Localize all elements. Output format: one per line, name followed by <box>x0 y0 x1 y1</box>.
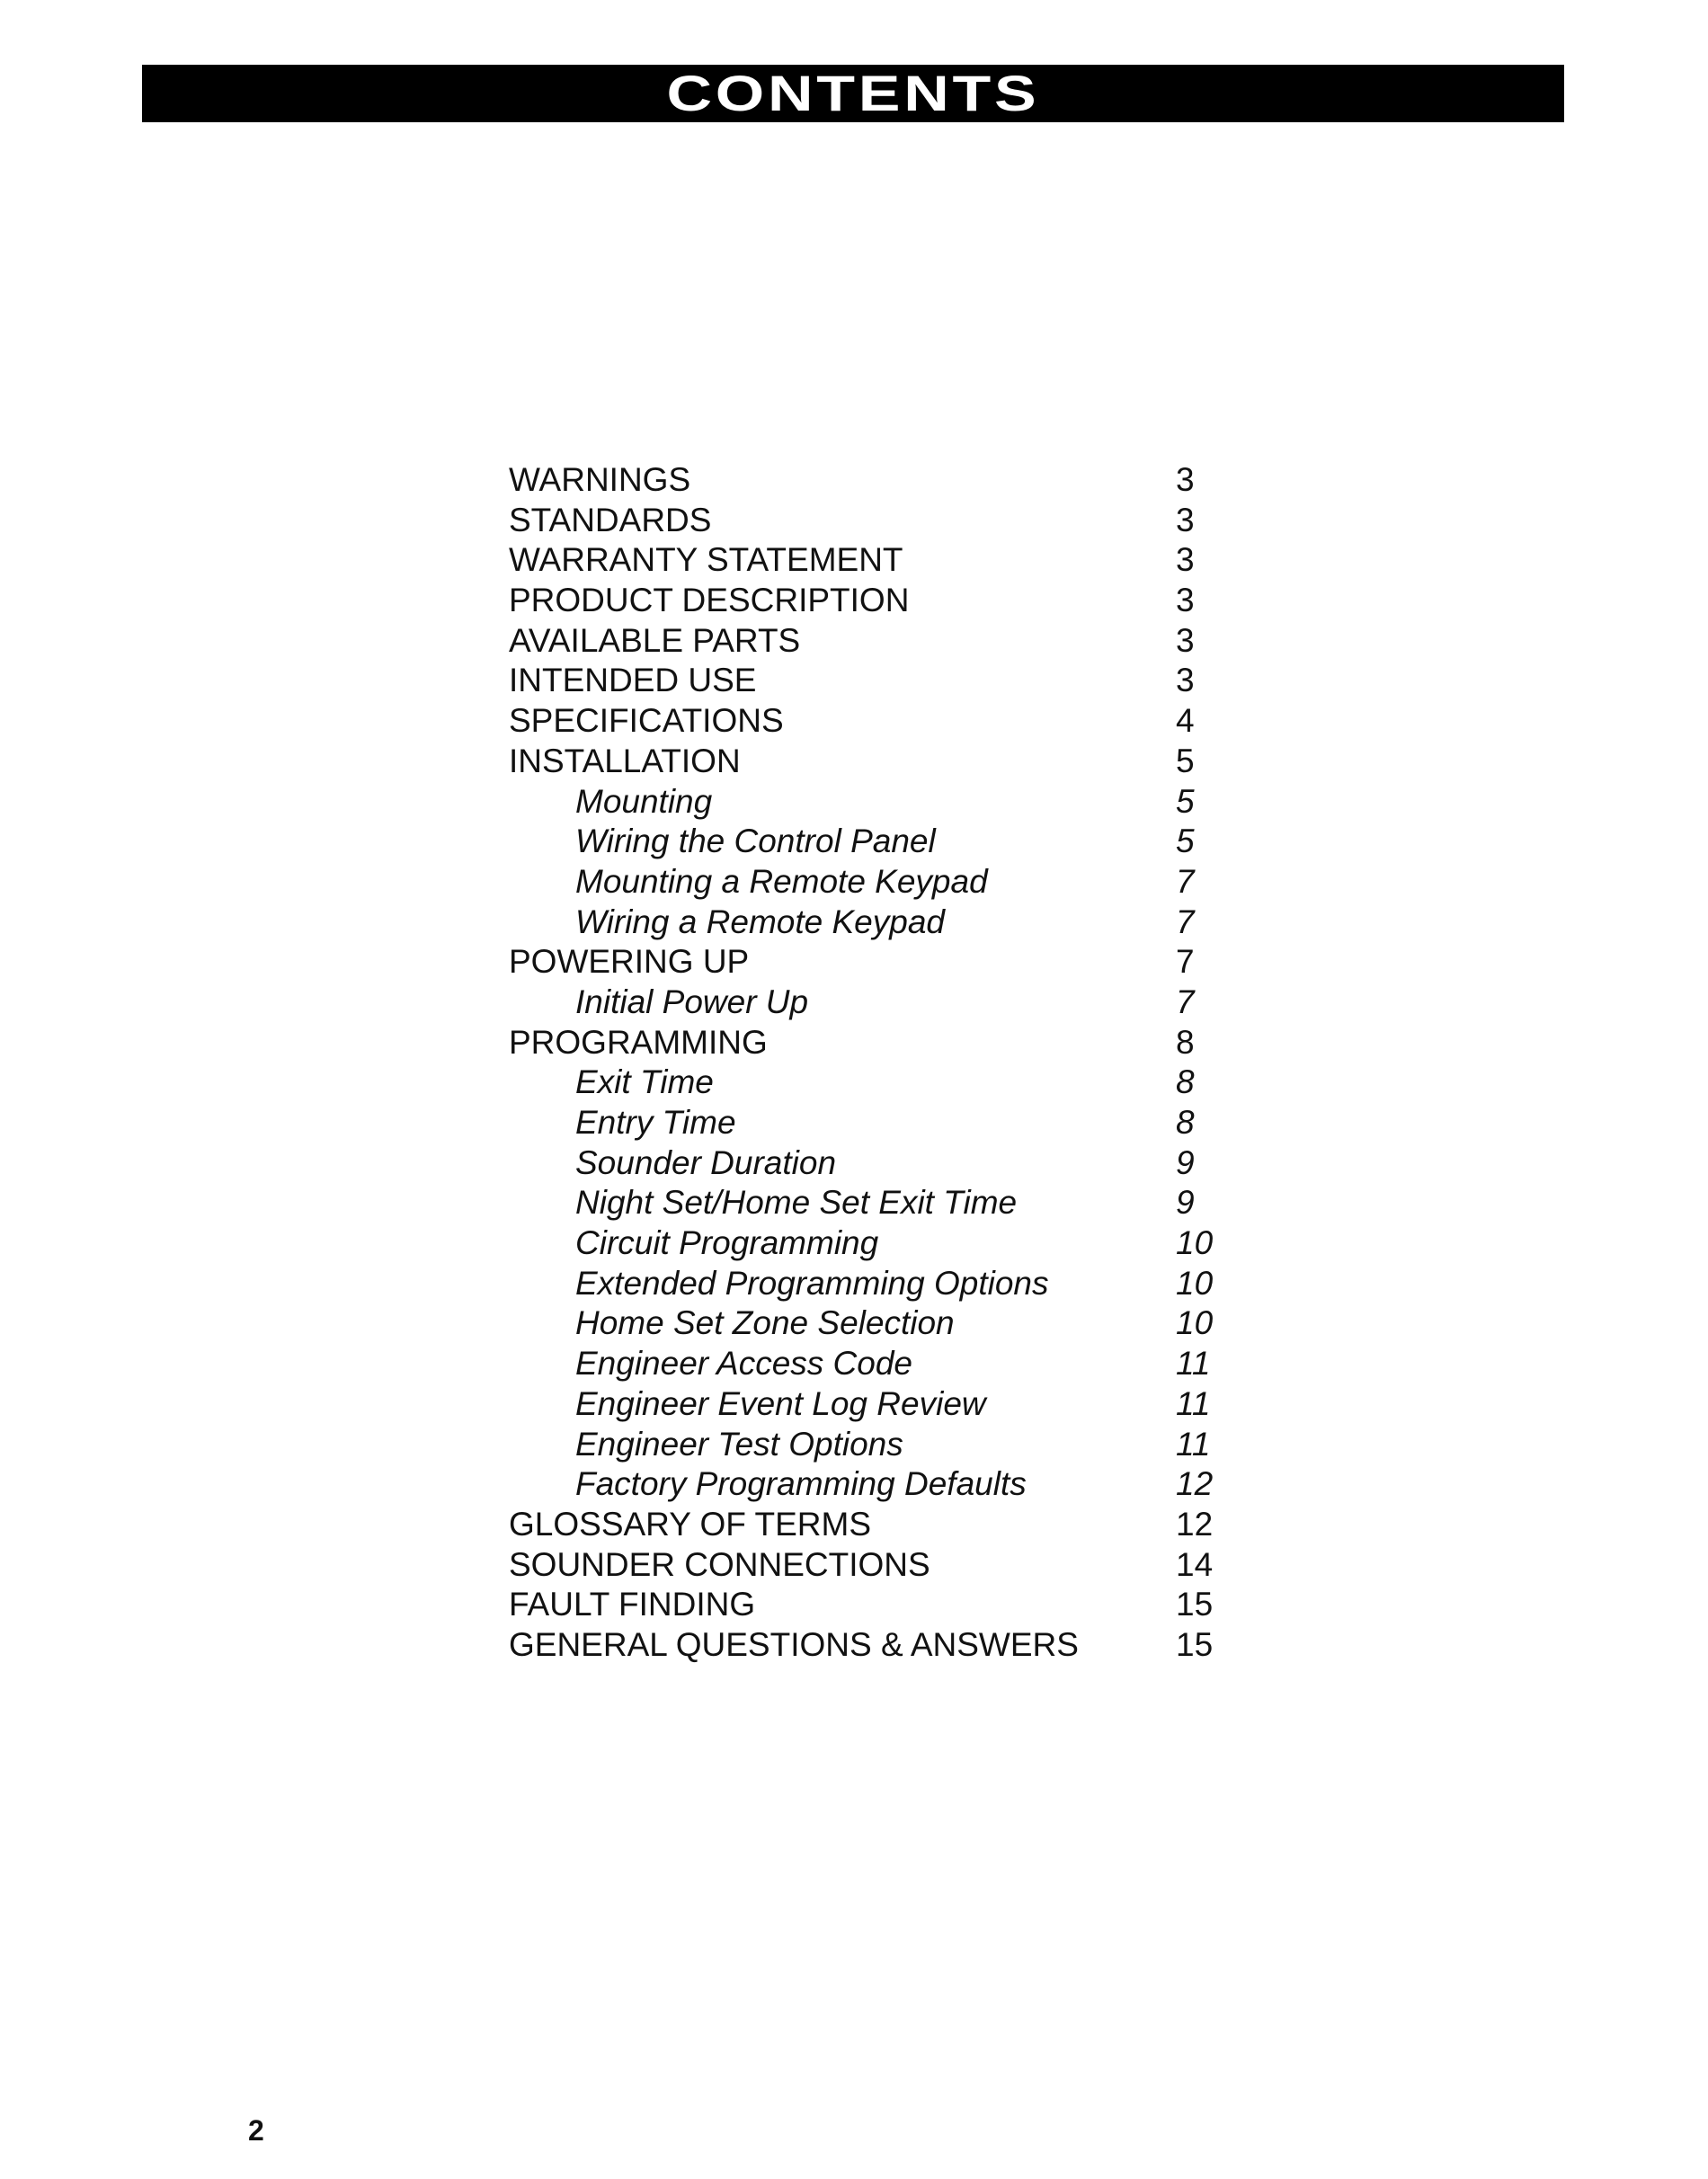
toc-entry-page-number: 7 <box>1176 943 1195 981</box>
toc-subentry[interactable] <box>509 1384 1228 1425</box>
toc-entry-page-number: 11 <box>1176 1425 1211 1463</box>
toc-entry[interactable] <box>509 1023 1228 1063</box>
toc-entry-label: Wiring the Control Panel <box>575 823 936 860</box>
toc-entry-label: Initial Power Up <box>575 983 809 1020</box>
toc-entry-label: WARNINGS <box>509 461 691 498</box>
toc-entry-page-number: 12 <box>1176 1505 1214 1543</box>
toc-subentry[interactable] <box>509 1143 1228 1184</box>
toc-entry-page-number: 3 <box>1176 541 1195 579</box>
toc-entry-page-number: 8 <box>1176 1063 1195 1101</box>
toc-subentry[interactable] <box>509 1183 1228 1223</box>
toc-entry-label: WARRANTY STATEMENT <box>509 541 903 579</box>
page-number: 2 <box>248 2114 264 2147</box>
toc-entry[interactable] <box>509 1505 1228 1545</box>
toc-entry[interactable] <box>509 581 1228 621</box>
toc-entry-label: Circuit Programming <box>575 1224 879 1262</box>
toc-entry-label: GENERAL QUESTIONS & ANSWERS <box>509 1625 1079 1663</box>
toc-entry[interactable] <box>509 701 1228 742</box>
toc-subentry[interactable] <box>509 1344 1228 1384</box>
toc-subentry[interactable] <box>509 782 1228 823</box>
toc-entry-page-number: 11 <box>1176 1345 1211 1383</box>
toc-entry-label: Factory Programming Defaults <box>575 1465 1027 1503</box>
toc-entry-page-number: 12 <box>1176 1465 1214 1503</box>
toc-entry-label: SPECIFICATIONS <box>509 702 784 740</box>
toc-entry-label: AVAILABLE PARTS <box>509 621 801 659</box>
toc-entry[interactable] <box>509 1585 1228 1625</box>
toc-entry-page-number: 7 <box>1176 983 1195 1020</box>
contents-title-bar <box>142 65 1564 122</box>
toc-subentry[interactable] <box>509 903 1228 943</box>
toc-entry-page-number: 3 <box>1176 501 1195 538</box>
toc-subentry[interactable] <box>509 822 1228 862</box>
toc-entry-page-number: 7 <box>1176 862 1195 900</box>
toc-subentry[interactable] <box>509 1063 1228 1103</box>
toc-entry-page-number: 7 <box>1176 903 1195 940</box>
toc-entry[interactable] <box>509 501 1228 541</box>
toc-entry-label: Engineer Test Options <box>575 1425 903 1463</box>
toc-entry[interactable] <box>509 460 1228 501</box>
toc-entry[interactable] <box>509 661 1228 701</box>
toc-entry-page-number: 5 <box>1176 742 1195 779</box>
toc-entry-label: Night Set/Home Set Exit Time <box>575 1184 1018 1222</box>
toc-entry-page-number: 3 <box>1176 662 1195 699</box>
toc-entry-page-number: 5 <box>1176 782 1195 820</box>
toc-entry-page-number: 15 <box>1176 1625 1214 1663</box>
toc-entry-label: Wiring a Remote Keypad <box>575 903 945 940</box>
toc-entry-label: PRODUCT DESCRIPTION <box>509 582 910 619</box>
toc-subentry[interactable] <box>509 1223 1228 1264</box>
toc-entry-page-number: 5 <box>1176 823 1195 860</box>
toc-entry-page-number: 8 <box>1176 1104 1195 1141</box>
toc-entry-label: INTENDED USE <box>509 662 757 699</box>
toc-entry-page-number: 11 <box>1176 1384 1211 1422</box>
toc-entry-label: Engineer Event Log Review <box>575 1384 986 1422</box>
toc-entry-page-number: 10 <box>1176 1304 1214 1342</box>
toc-entry-page-number: 3 <box>1176 621 1195 659</box>
table-of-contents <box>509 460 1228 1666</box>
toc-entry[interactable] <box>509 1625 1228 1666</box>
toc-entry-label: PROGRAMMING <box>509 1023 768 1061</box>
toc-entry-label: Extended Programming Options <box>575 1264 1049 1302</box>
toc-subentry[interactable] <box>509 1464 1228 1505</box>
toc-entry[interactable] <box>509 942 1228 983</box>
toc-entry-page-number: 3 <box>1176 582 1195 619</box>
toc-entry-label: Mounting <box>575 782 713 820</box>
toc-entry-page-number: 14 <box>1176 1545 1214 1583</box>
toc-entry-label: Mounting a Remote Keypad <box>575 862 988 900</box>
toc-subentry[interactable] <box>509 1103 1228 1143</box>
toc-entry-page-number: 8 <box>1176 1023 1195 1061</box>
toc-entry-label: Entry Time <box>575 1104 736 1141</box>
toc-entry-label: Engineer Access Code <box>575 1345 913 1383</box>
toc-subentry[interactable] <box>509 1264 1228 1304</box>
toc-entry-label: FAULT FINDING <box>509 1586 756 1623</box>
toc-entry-label: Sounder Duration <box>575 1143 837 1181</box>
toc-entry-page-number: 9 <box>1176 1143 1195 1181</box>
toc-entry-label: INSTALLATION <box>509 742 741 779</box>
page-title: CONTENTS <box>666 65 1040 121</box>
toc-entry-page-number: 3 <box>1176 461 1195 498</box>
toc-entry-page-number: 10 <box>1176 1264 1214 1302</box>
toc-entry[interactable] <box>509 621 1228 662</box>
toc-entry-page-number: 10 <box>1176 1224 1214 1262</box>
toc-entry[interactable] <box>509 540 1228 581</box>
toc-subentry[interactable] <box>509 862 1228 903</box>
toc-entry-page-number: 15 <box>1176 1586 1214 1623</box>
toc-subentry[interactable] <box>509 983 1228 1023</box>
toc-entry[interactable] <box>509 742 1228 782</box>
toc-entry-label: SOUNDER CONNECTIONS <box>509 1545 930 1583</box>
toc-entry-label: Exit Time <box>575 1063 714 1101</box>
toc-entry-page-number: 4 <box>1176 702 1195 740</box>
toc-entry[interactable] <box>509 1545 1228 1586</box>
toc-subentry[interactable] <box>509 1303 1228 1344</box>
toc-entry-label: POWERING UP <box>509 943 750 981</box>
toc-subentry[interactable] <box>509 1425 1228 1465</box>
toc-entry-label: Home Set Zone Selection <box>575 1304 955 1342</box>
toc-entry-label: GLOSSARY OF TERMS <box>509 1505 872 1543</box>
toc-entry-label: STANDARDS <box>509 501 712 538</box>
toc-entry-page-number: 9 <box>1176 1184 1195 1222</box>
